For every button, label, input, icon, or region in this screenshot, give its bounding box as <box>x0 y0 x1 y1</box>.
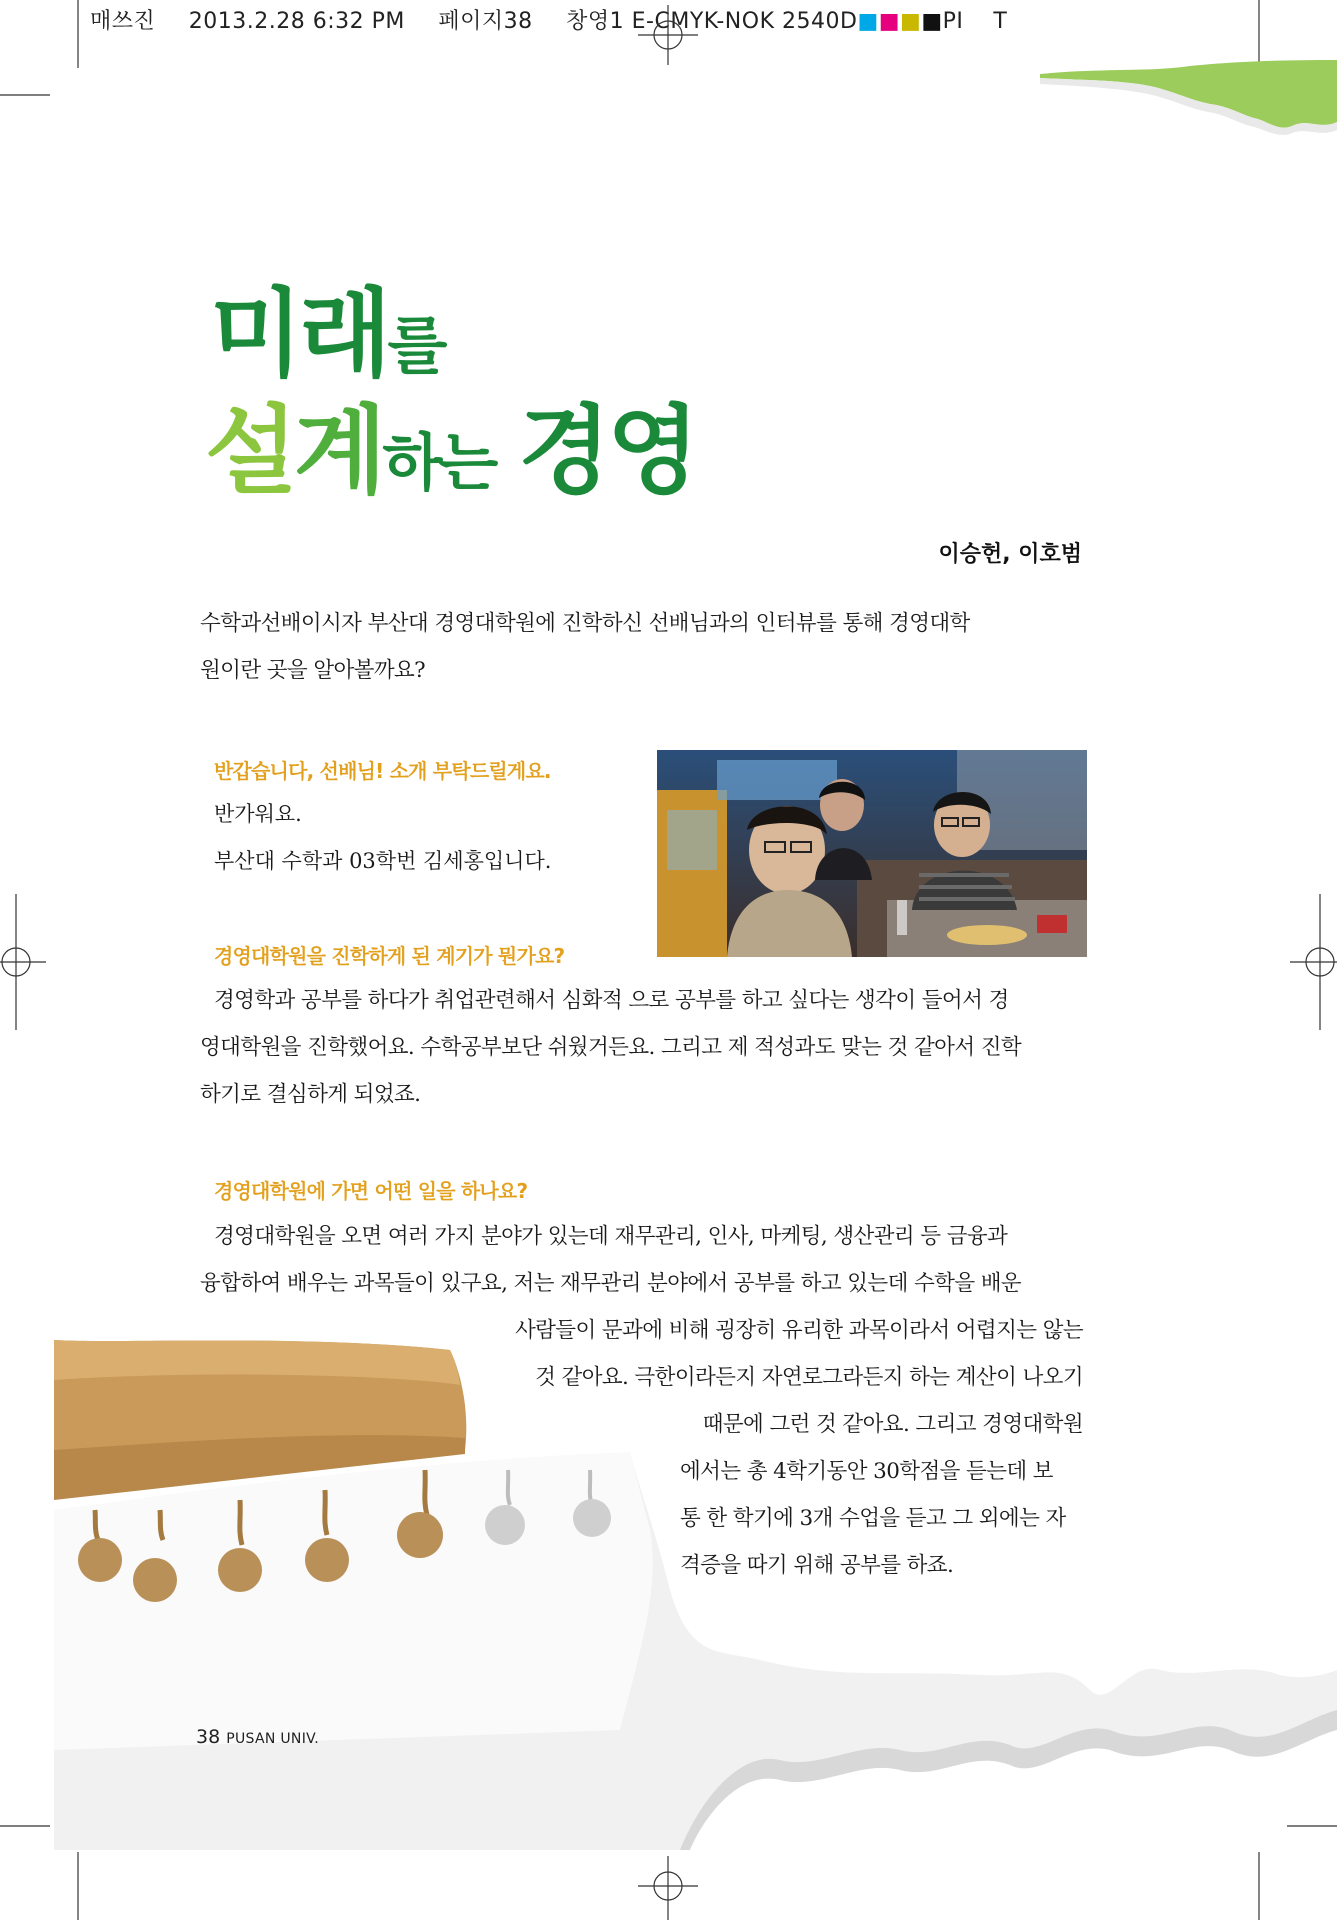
question-2: 경영대학원을 진학하게 된 계기가 뭔가요? <box>214 944 565 968</box>
footer-publication: PUSAN UNIV. <box>226 1731 319 1747</box>
slug-page: 페이지38 <box>438 9 533 34</box>
answer-3-line-8: 격증을 따기 위해 공부를 하죠. <box>680 1553 954 1578</box>
answer-2-line-2: 영대학원을 진학했어요. 수학공부보단 쉬웠거든요. 그리고 제 적성과도 맞는 것 같아서 진학 <box>200 1035 1022 1060</box>
interview-photo-illustration <box>657 750 1087 957</box>
slug-plate-suffix: PI <box>942 9 964 34</box>
answer-1-line-1: 반가워요. <box>214 802 302 826</box>
question-3: 경영대학원에 가면 어떤 일을 하나요? <box>214 1179 528 1203</box>
answer-3-line-2: 융합하여 배우는 과목들이 있구요, 저는 재무관리 분야에서 공부를 하고 있는데 수학을 배운 <box>200 1271 1022 1296</box>
question-1: 반갑습니다, 선배님! 소개 부탁드릴게요. <box>214 759 551 783</box>
answer-3-line-7: 통 한 학기에 3개 수업을 듣고 그 외에는 자 <box>680 1506 1066 1531</box>
answer-3-line-4: 것 같아요. 극한이라든지 자연로그라든지 하는 계산이 나오기 <box>535 1365 1083 1390</box>
title-word-haneun: 하는 <box>382 426 495 499</box>
slug-color-marks: ■■■■ <box>857 9 943 34</box>
slug-publication: 매쓰진 <box>90 9 156 34</box>
registration-mark-bottom <box>638 1856 698 1920</box>
interview-photo <box>657 750 1087 957</box>
title-line-2 <box>205 375 696 512</box>
intro-line-2: 원이란 곳을 알아볼까요? <box>200 658 426 683</box>
slug-datetime: 2013.2.28 6:32 PM <box>188 9 405 34</box>
answer-3-line-3: 사람들이 문과에 비해 굉장히 유리한 과목이라서 어렵지는 않는 <box>514 1318 1083 1343</box>
answer-2-line-1: 경영학과 공부를 하다가 취업관련해서 심화적 으로 공부를 하고 싶다는 생각이 들어서 경 <box>214 988 1009 1013</box>
torn-paper-decoration <box>0 1330 1337 1850</box>
authors: 이승헌, 이호범 <box>938 542 1082 567</box>
title-particle-reul: 를 <box>387 309 444 382</box>
registration-mark-top <box>638 5 698 65</box>
answer-1-line-2: 부산대 수학과 03학번 김세홍입니다. <box>214 849 552 873</box>
title-char-gye: 계 <box>293 394 383 507</box>
title-word-gyeongyeong: 경영 <box>518 394 696 507</box>
torn-green-paper-decoration <box>1040 60 1337 150</box>
registration-mark-right <box>1290 894 1337 1030</box>
page-number: 38 <box>196 1726 221 1748</box>
page-footer <box>196 1726 319 1748</box>
answer-3-line-6: 에서는 총 4학기동안 30학점을 듣는데 보 <box>680 1459 1053 1484</box>
registration-mark-left <box>0 894 46 1030</box>
title-char-seol: 설 <box>205 394 294 507</box>
answer-3-line-1: 경영대학원을 오면 여러 가지 분야가 있는데 재무관리, 인사, 마케팅, 생산관리 등 금융과 <box>214 1224 1008 1249</box>
answer-2-line-3: 하기로 결심하게 되었죠. <box>200 1082 421 1107</box>
intro-line-1: 수학과선배이시자 부산대 경영대학원에 진학하신 선배님과의 인터뷰를 통해 경영대학 <box>200 611 970 636</box>
slug-plate-end: T <box>993 9 1008 34</box>
answer-3-line-5: 때문에 그런 것 같아요. 그리고 경영대학원 <box>702 1412 1083 1437</box>
slug-plate: 창영1 E-CMYK-NOK 2540D <box>566 9 858 34</box>
title-word-mirae: 미래 <box>210 277 388 390</box>
